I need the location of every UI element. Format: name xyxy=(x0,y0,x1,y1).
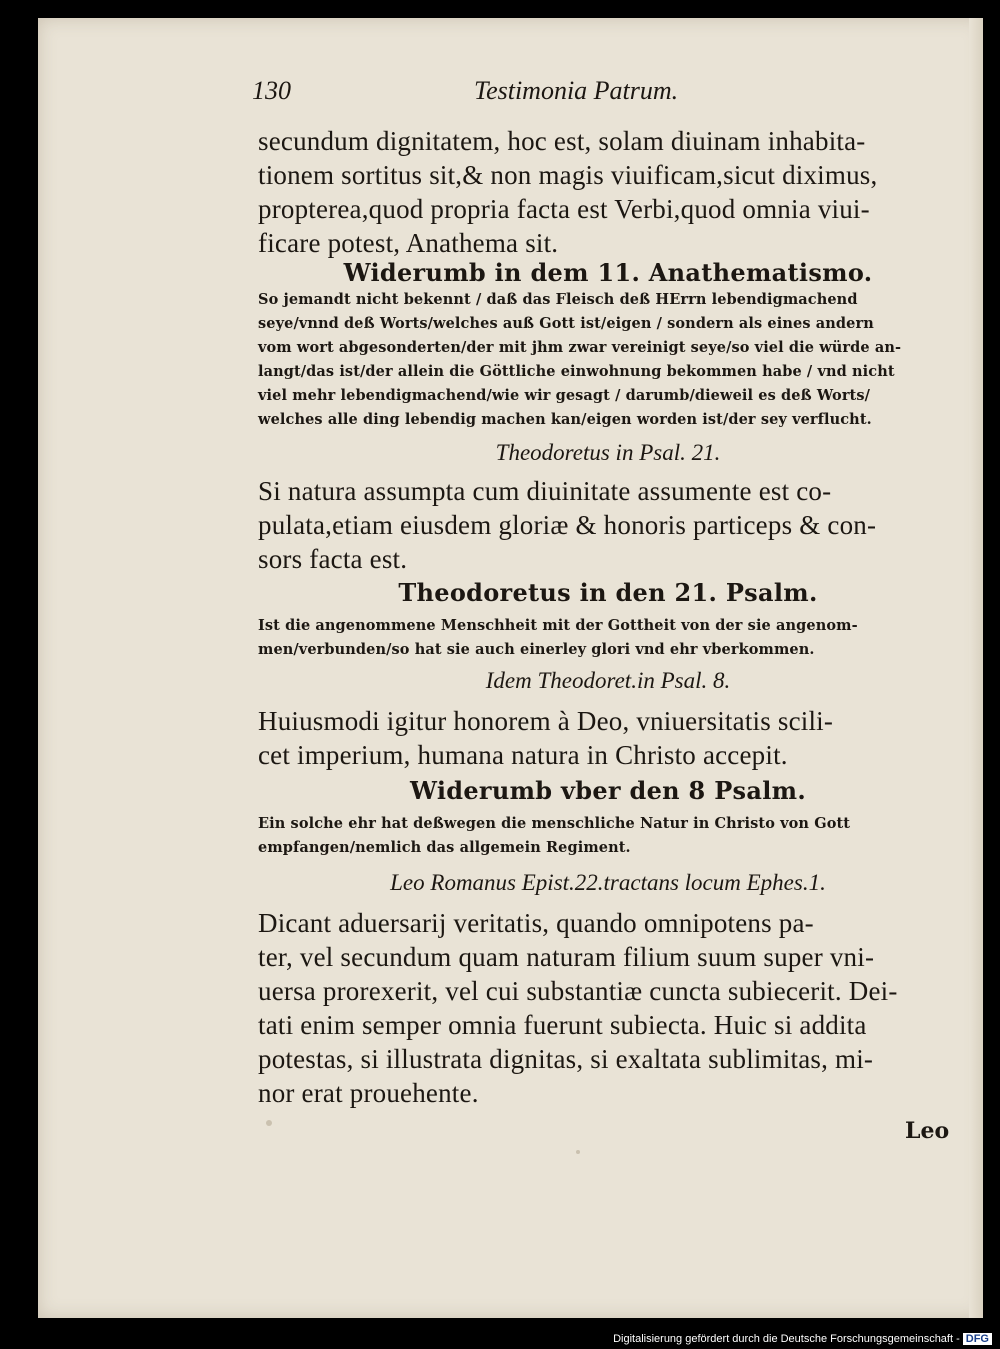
text-line: welches alle ding lebendig machen kan/eigen worden ist/der sey verflucht. xyxy=(258,411,872,428)
text-line: sors facta est. xyxy=(258,544,408,574)
running-title: Testimonia Patrum. xyxy=(474,76,679,105)
text-line: So jemandt nicht bekennt / daß das Fleisch deß HErrn lebendigmachend xyxy=(258,291,858,308)
text-line: Huiusmodi igitur honorem à Deo, vniuersitatis scili- xyxy=(258,706,834,736)
text-line: empfangen/nemlich das allgemein Regiment. xyxy=(258,839,631,856)
digitization-footer xyxy=(613,1333,992,1345)
footer-text: Digitalisierung gefördert durch die Deutsche Forschungsgemeinschaft - xyxy=(613,1333,960,1345)
latin-paragraph xyxy=(258,474,958,576)
citation: Idem Theodoret.in Psal. 8. xyxy=(485,668,731,693)
text-line: uersa prorexerit, vel cui substantiæ cuncta subiecerit. Dei- xyxy=(258,976,898,1006)
dfg-logo: DFG xyxy=(963,1333,992,1345)
text-line: viel mehr lebendigmachend/wie wir gesagt / darumb/dieweil es deß Worts/ xyxy=(258,387,871,404)
text-line: secundum dignitatem, hoc est, solam diuinam inhabita- xyxy=(258,126,866,156)
latin-paragraph xyxy=(258,704,958,772)
foxing-spot xyxy=(266,1120,272,1126)
foxing-spot xyxy=(576,1150,580,1154)
german-paragraph xyxy=(258,812,958,860)
text-line: Ist die angenommene Menschheit mit der Gottheit von der sie angenom- xyxy=(258,617,858,634)
text-line: vom wort abgesonderten/der mit jhm zwar vereinigt seye/so viel die würde an- xyxy=(258,339,902,356)
section-heading: Widerumb in dem 11. Anathematismo. xyxy=(343,258,873,287)
text-line: cet imperium, humana natura in Christo accepit. xyxy=(258,740,788,770)
text-line: nor erat prouehente. xyxy=(258,1078,479,1108)
page-number: 130 xyxy=(252,76,291,105)
latin-paragraph xyxy=(258,906,958,1110)
text-line: Si natura assumpta cum diuinitate assumente est co- xyxy=(258,476,832,506)
section-heading: Theodoretus in den 21. Psalm. xyxy=(398,578,818,607)
catchword: Leo xyxy=(905,1118,950,1144)
page-edge xyxy=(969,18,983,1318)
german-paragraph xyxy=(258,614,958,662)
latin-paragraph xyxy=(258,124,958,260)
text-line: ter, vel secundum quam naturam filium suum super vni- xyxy=(258,942,875,972)
section-heading: Widerumb vber den 8 Psalm. xyxy=(409,776,806,805)
text-line: potestas, si illustrata dignitas, si exaltata sublimitas, mi- xyxy=(258,1044,874,1074)
text-line: propterea,quod propria facta est Verbi,quod omnia viui- xyxy=(258,194,870,224)
running-head xyxy=(252,76,812,116)
text-line: langt/das ist/der allein die Göttliche einwohnung bekommen habe / vnd nicht xyxy=(258,363,895,380)
citation: Theodoretus in Psal. 21. xyxy=(495,440,721,465)
text-line: Dicant aduersarij veritatis, quando omnipotens pa- xyxy=(258,908,814,938)
text-line: Ein solche ehr hat deßwegen die menschliche Natur in Christo von Gott xyxy=(258,815,851,832)
text-line: ficare potest, Anathema sit. xyxy=(258,228,559,258)
german-paragraph xyxy=(258,288,958,432)
text-line: tati enim semper omnia fuerunt subiecta. Huic si addita xyxy=(258,1010,867,1040)
text-line: seye/vnnd deß Worts/welches auß Gott ist/eigen / sondern als eines andern xyxy=(258,315,874,332)
text-line: men/verbunden/so hat sie auch einerley glori vnd ehr vberkommen. xyxy=(258,641,815,658)
text-line: tionem sortitus sit,& non magis viuificam,sicut diximus, xyxy=(258,160,878,190)
citation: Leo Romanus Epist.22.tractans locum Ephes.1. xyxy=(390,870,826,895)
text-line: pulata,etiam eiusdem gloriæ & honoris particeps & con- xyxy=(258,510,877,540)
